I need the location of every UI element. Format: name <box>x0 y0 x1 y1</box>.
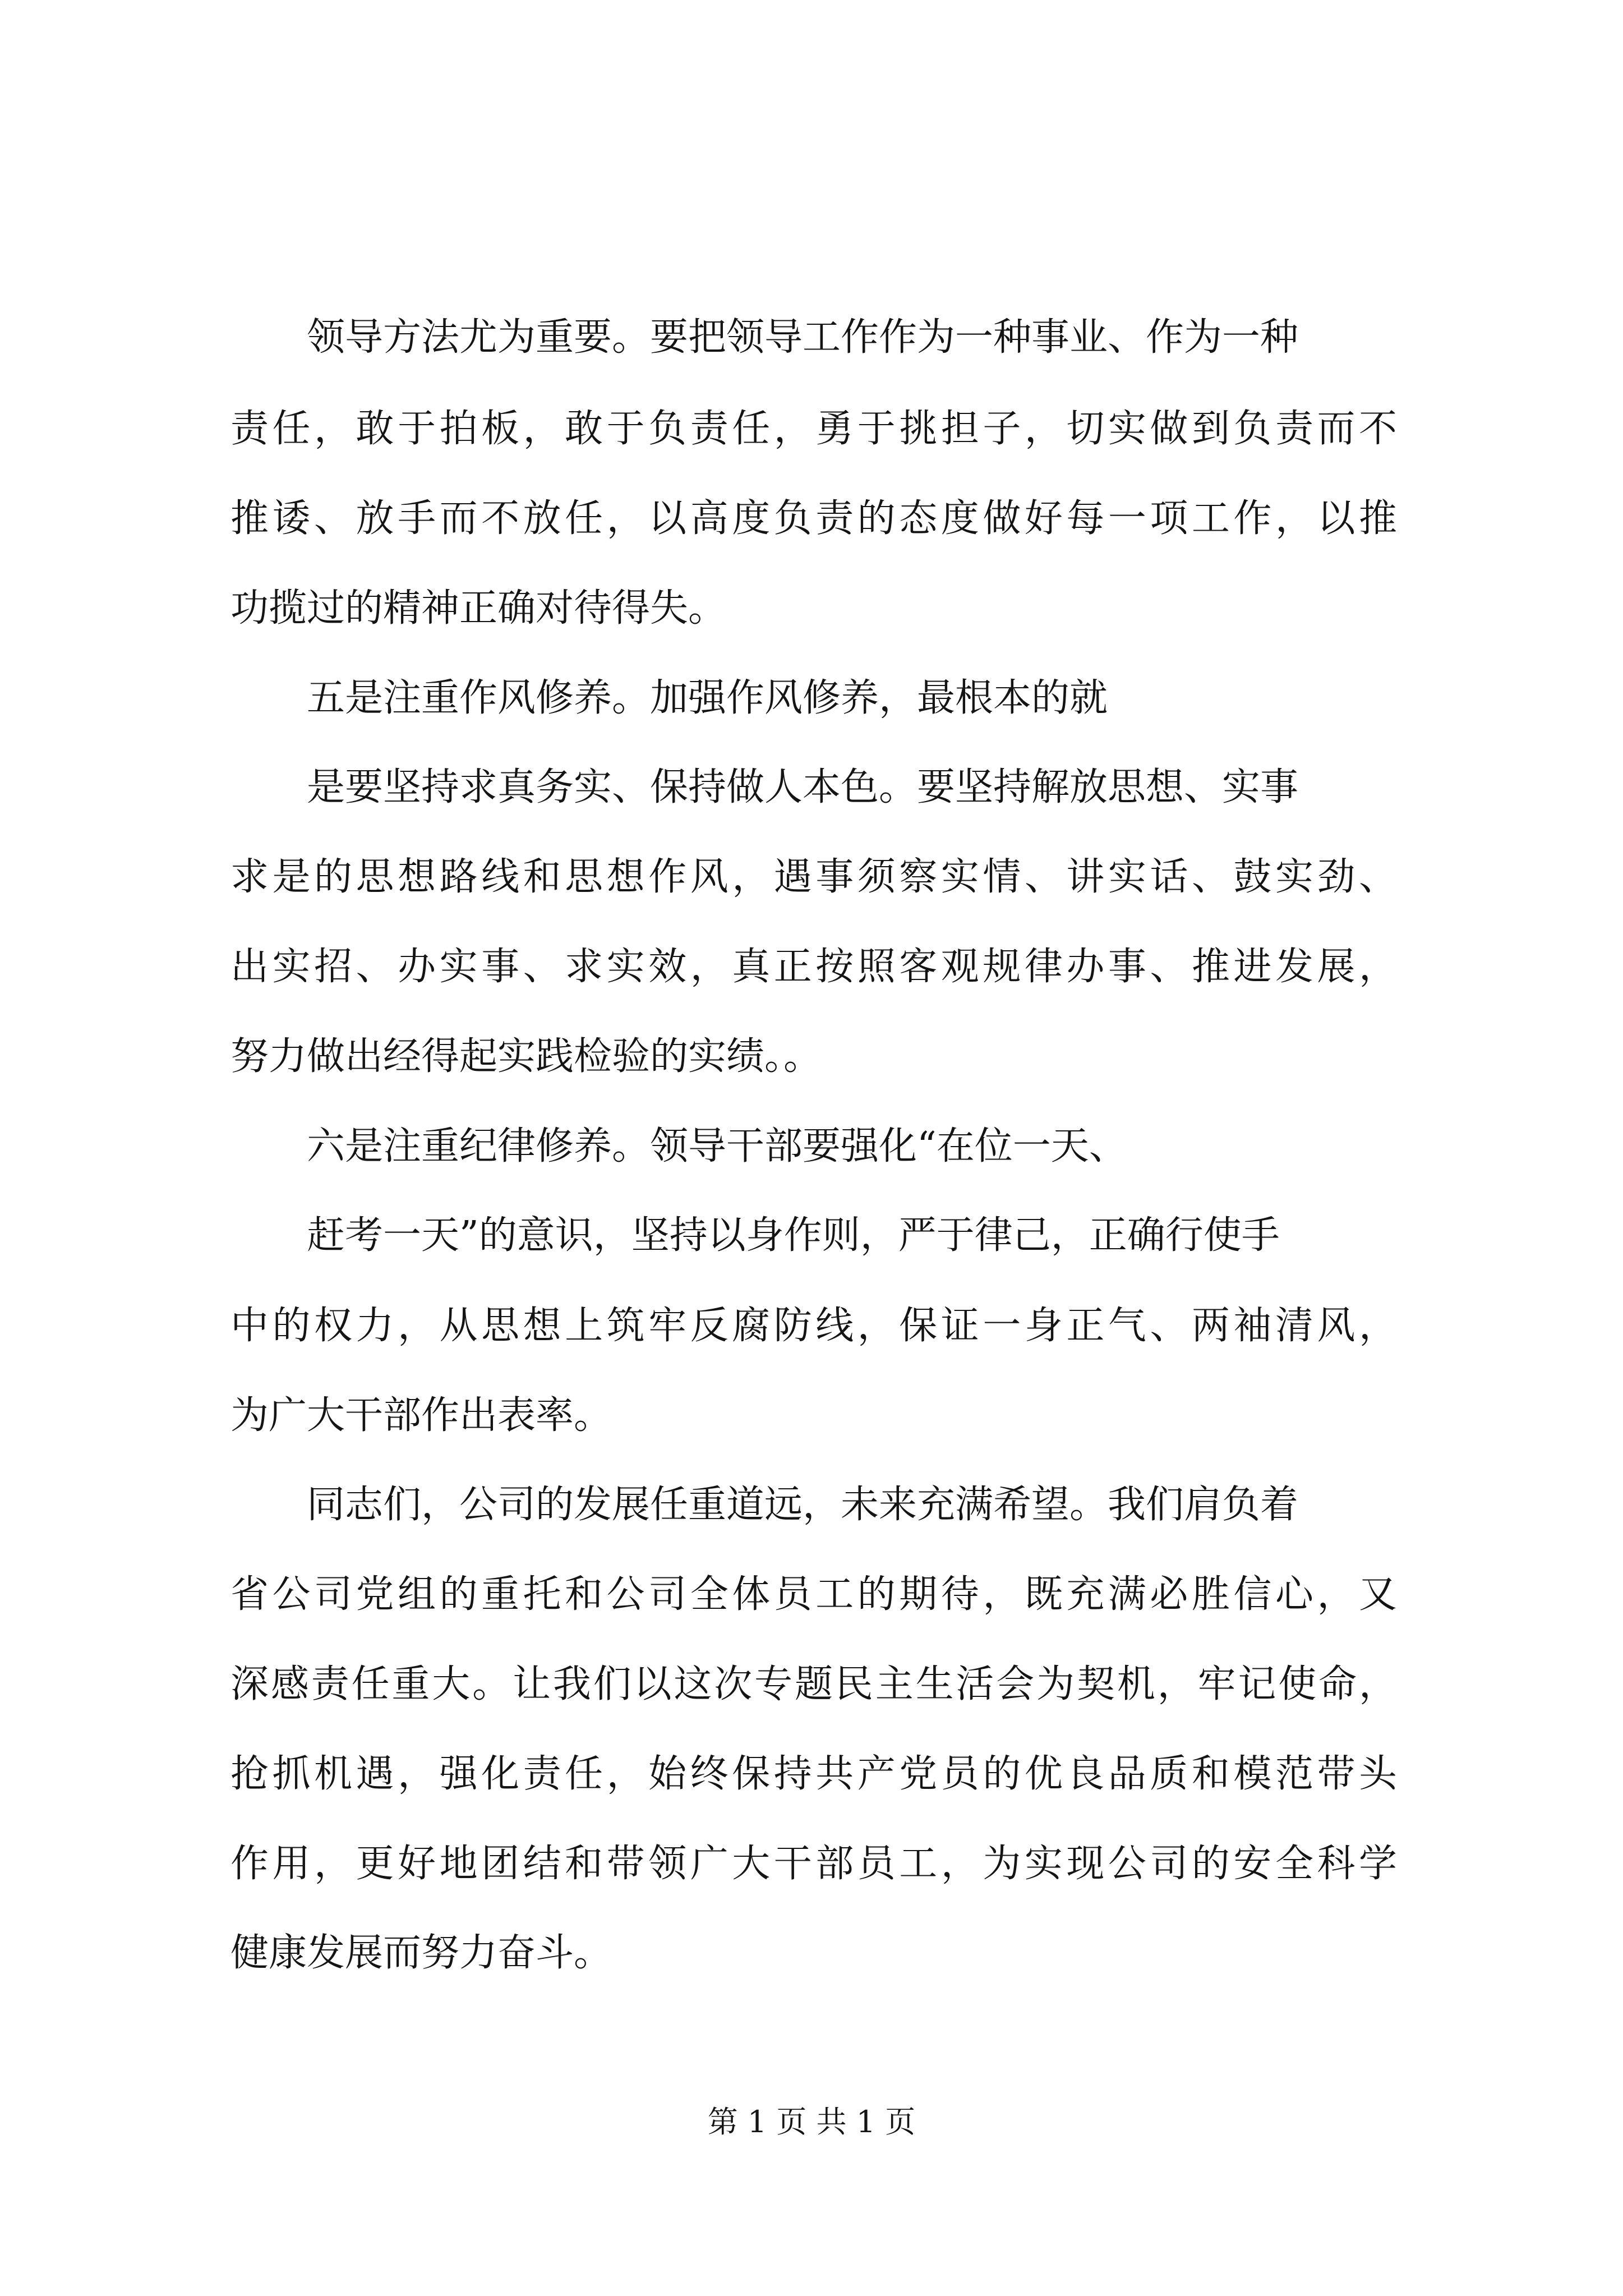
body-text-line: 是要坚持求真务实、保持做人本色。要坚持解放思想、实事 <box>307 765 1299 809</box>
body-text-line: 推诿、放手而不放任，以高度负责的态度做好每一项工作，以推 <box>230 496 1397 541</box>
page-footer: 第 1 页 共 1 页 <box>707 2104 916 2139</box>
body-text-line: 五是注重作风修养。加强作风修养，最根本的就 <box>307 676 1108 720</box>
body-text-line: 责任，敢于拍板，敢于负责任，勇于挑担子，切实做到负责而不 <box>230 407 1397 451</box>
body-text-line: 领导方法尤为重要。要把领导工作作为一种事业、作为一种 <box>307 315 1299 360</box>
body-text-line: 努力做出经得起实践检验的实绩。。 <box>230 1034 822 1079</box>
body-text-line: 中的权力，从思想上筑牢反腐防线，保证一身正气、两袖清风， <box>230 1304 1397 1348</box>
body-text-line: 深感责任重大。让我们以这次专题民主生活会为契机，牢记使命， <box>230 1662 1397 1706</box>
body-text-line: 求是的思想路线和思想作风，遇事须察实情、讲实话、鼓实劲、 <box>230 855 1397 899</box>
body-text-line: 六是注重纪律修养。领导干部要强化“在位一天、 <box>307 1124 1127 1168</box>
body-text-line: 出实招、办实事、求实效，真正按照客观规律办事、推进发展， <box>230 945 1397 989</box>
body-text-line: 省公司党组的重托和公司全体员工的期待，既充满必胜信心，又 <box>230 1572 1397 1617</box>
body-text-line: 作用，更好地团结和带领广大干部员工，为实现公司的安全科学 <box>230 1842 1397 1886</box>
body-text-line: 抢抓机遇，强化责任，始终保持共产党员的优良品质和模范带头 <box>230 1752 1397 1796</box>
body-text-line: 功揽过的精神正确对待得失。 <box>230 586 727 631</box>
body-text-line: 健康发展而努力奋斗。 <box>230 1931 612 1975</box>
body-text-line: 为广大干部作出表率。 <box>230 1393 612 1438</box>
body-text-line: 赶考一天”的意识，坚持以身作则，严于律己，正确行使手 <box>307 1213 1280 1258</box>
body-text-line: 同志们，公司的发展任重道远，未来充满希望。我们肩负着 <box>307 1483 1299 1527</box>
